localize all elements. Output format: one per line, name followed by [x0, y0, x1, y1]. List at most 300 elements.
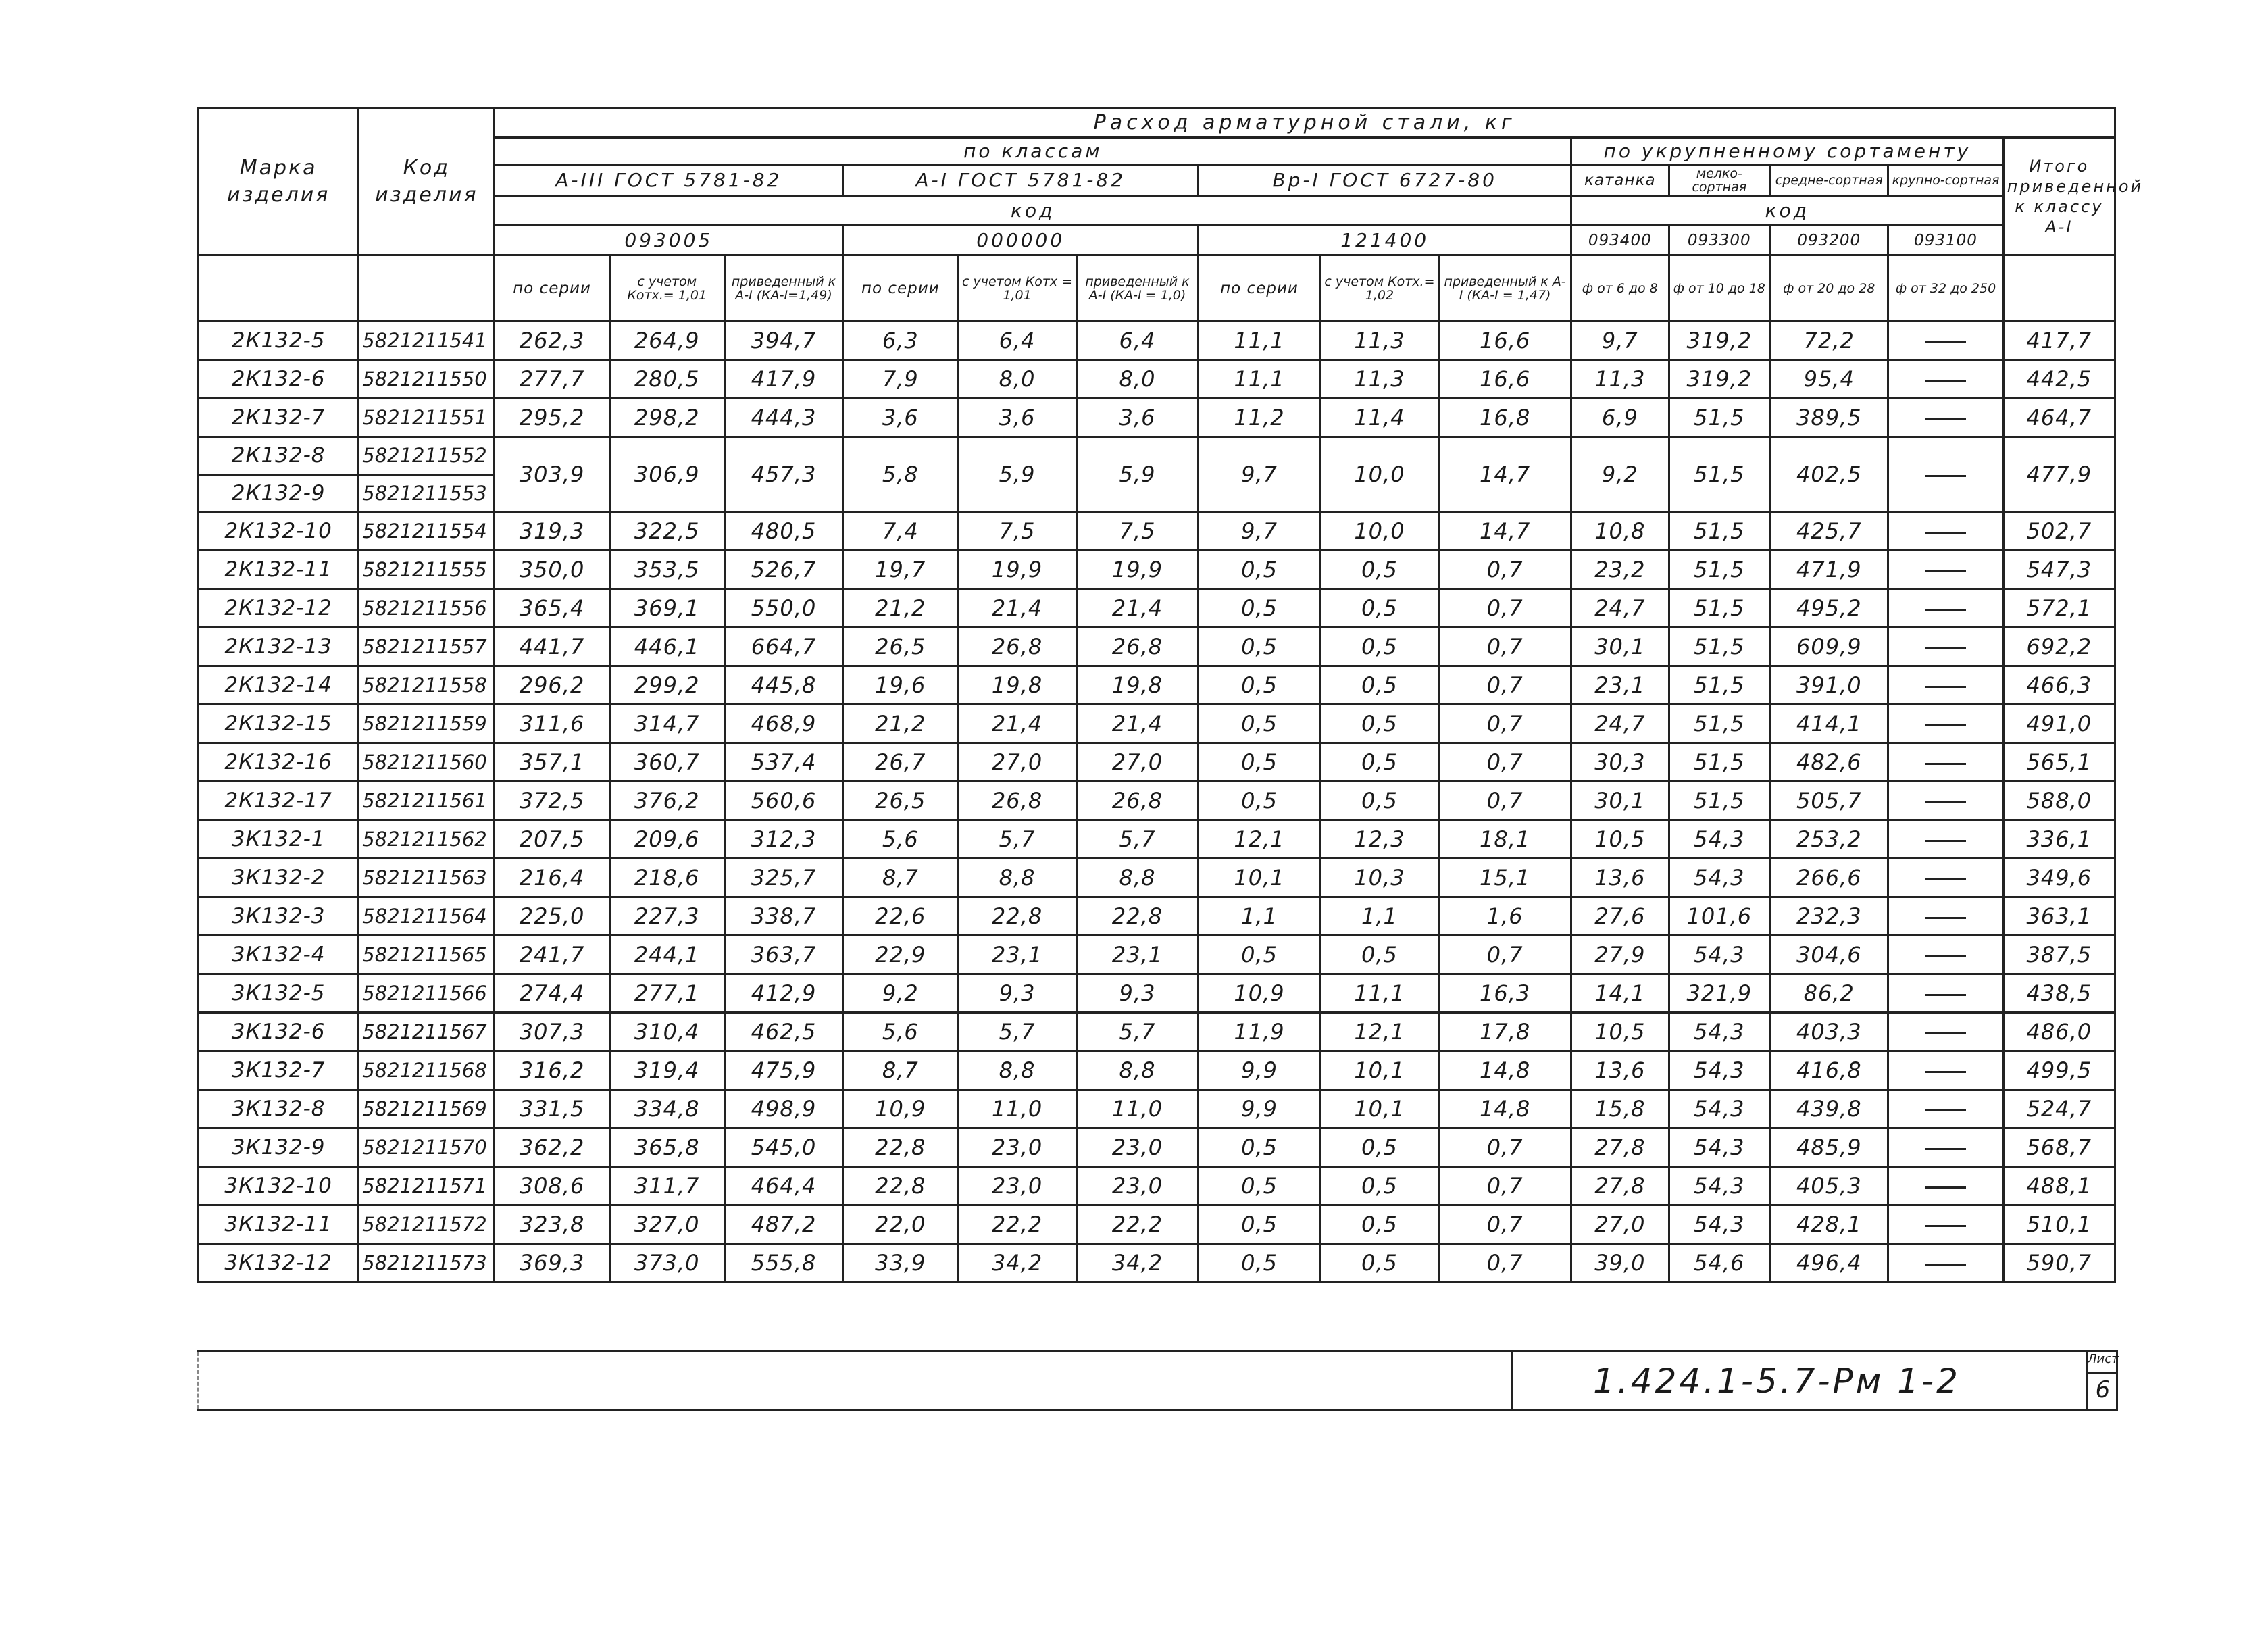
dash-mark: [1925, 1225, 1966, 1227]
dash-mark: [1925, 341, 1966, 343]
dash-mark: [1925, 994, 1966, 996]
value-cell-a1p: 26,8: [1076, 628, 1199, 666]
dash-mark: [1925, 1148, 1966, 1150]
value-cell-a1k: 21,4: [958, 589, 1076, 628]
value-cell-mel: 51,5: [1669, 628, 1770, 666]
value-cell-a1k: 9,3: [958, 974, 1076, 1013]
value-cell-mel: 51,5: [1669, 589, 1770, 628]
value-cell-a1p: 5,7: [1076, 1013, 1199, 1051]
value-cell-sre: 391,0: [1770, 666, 1888, 705]
value-cell-vrp: 0,7: [1439, 628, 1571, 666]
mark-cell: 2К132-10: [199, 512, 359, 551]
value-cell-kat: 9,7: [1571, 322, 1669, 360]
table-row: [199, 399, 2115, 437]
total-cell: 568,7: [2003, 1128, 2115, 1167]
value-cell-vrs: 9,7: [1199, 512, 1321, 551]
by-assortment-header: по укрупненному сортаменту: [1571, 138, 2004, 165]
value-cell-a3s: 216,4: [495, 859, 609, 897]
value-cell-vrk: 0,5: [1320, 1128, 1438, 1167]
value-cell-a1k: 8,8: [958, 1051, 1076, 1090]
value-cell-a1p: 5,9: [1076, 437, 1199, 512]
table-row: [199, 666, 2115, 705]
value-cell-sre: 266,6: [1770, 859, 1888, 897]
table-row: [199, 1090, 2115, 1128]
value-cell-a3k: 244,1: [609, 936, 724, 974]
value-cell-a3p: 462,5: [724, 1013, 842, 1051]
katanka-header: катанка: [1571, 165, 1669, 196]
value-cell-a1p: 8,8: [1076, 1051, 1199, 1090]
value-cell-vrk: 0,5: [1320, 1167, 1438, 1205]
value-cell-vrs: 11,2: [1199, 399, 1321, 437]
value-cell-a3p: 412,9: [724, 974, 842, 1013]
mark-cell: 3К132-3: [199, 897, 359, 936]
value-cell-a3p: 498,9: [724, 1090, 842, 1128]
value-cell-sre: 471,9: [1770, 551, 1888, 589]
class-vr1-header: Вр-I ГОСТ 6727-80: [1199, 165, 1571, 196]
value-cell-a1p: 8,0: [1076, 360, 1199, 399]
value-cell-kat: 15,8: [1571, 1090, 1669, 1128]
value-cell-vrs: 9,9: [1199, 1090, 1321, 1128]
value-cell-vrp: 15,1: [1439, 859, 1571, 897]
value-cell-vrk: 12,1: [1320, 1013, 1438, 1051]
value-cell-vrk: 0,5: [1320, 589, 1438, 628]
value-cell-a1k: 19,9: [958, 551, 1076, 589]
value-cell-a3p: 475,9: [724, 1051, 842, 1090]
value-cell-a1s: 8,7: [843, 1051, 958, 1090]
sheet-label: Лист: [2088, 1352, 2118, 1374]
mark-cell: 3К132-12: [199, 1244, 359, 1282]
value-cell-vrs: 0,5: [1199, 1244, 1321, 1282]
krupno-cell: [1888, 1128, 2003, 1167]
value-cell-mel: 51,5: [1669, 551, 1770, 589]
value-cell-mel: 54,3: [1669, 1167, 1770, 1205]
value-cell-a3p: 537,4: [724, 743, 842, 782]
value-cell-kat: 27,8: [1571, 1128, 1669, 1167]
value-cell-sre: 425,7: [1770, 512, 1888, 551]
value-cell-a1p: 6,4: [1076, 322, 1199, 360]
code-093100: 093100: [1888, 226, 2003, 255]
value-cell-a1k: 22,2: [958, 1205, 1076, 1244]
value-cell-a1s: 21,2: [843, 705, 958, 743]
value-cell-vrk: 0,5: [1320, 1205, 1438, 1244]
krupno-cell: [1888, 628, 2003, 666]
value-cell-a3k: 280,5: [609, 360, 724, 399]
vr-po-serii: по серии: [1199, 255, 1321, 322]
value-cell-a1p: 5,7: [1076, 820, 1199, 859]
value-cell-kat: 27,6: [1571, 897, 1669, 936]
value-cell-sre: 485,9: [1770, 1128, 1888, 1167]
total-cell: 510,1: [2003, 1205, 2115, 1244]
value-cell-a1k: 22,8: [958, 897, 1076, 936]
value-cell-sre: 389,5: [1770, 399, 1888, 437]
value-cell-vrs: 11,1: [1199, 322, 1321, 360]
value-cell-mel: 54,3: [1669, 1128, 1770, 1167]
value-cell-a1s: 7,9: [843, 360, 958, 399]
krupno-cell: [1888, 1167, 2003, 1205]
value-cell-a1s: 22,6: [843, 897, 958, 936]
value-cell-mel: 319,2: [1669, 360, 1770, 399]
value-cell-mel: 51,5: [1669, 782, 1770, 820]
value-cell-sre: 428,1: [1770, 1205, 1888, 1244]
total-cell: 466,3: [2003, 666, 2115, 705]
code-cell: [359, 437, 495, 512]
value-cell-a1p: 26,8: [1076, 782, 1199, 820]
total-cell: 363,1: [2003, 897, 2115, 936]
value-cell-a1p: 8,8: [1076, 859, 1199, 897]
diam-20-28: ф от 20 до 28: [1770, 255, 1888, 322]
code-cell: 5821211568: [359, 1051, 495, 1090]
value-cell-a1k: 5,9: [958, 437, 1076, 512]
value-cell-a1p: 21,4: [1076, 705, 1199, 743]
value-cell-vrk: 10,3: [1320, 859, 1438, 897]
value-cell-vrp: 14,7: [1439, 437, 1571, 512]
total-cell: 477,9: [2003, 437, 2115, 512]
value-cell-a3p: 468,9: [724, 705, 842, 743]
sheet-number: 6: [2095, 1376, 2111, 1403]
value-cell-vrp: 18,1: [1439, 820, 1571, 859]
value-cell-vrs: 0,5: [1199, 589, 1321, 628]
value-cell-a3k: 298,2: [609, 399, 724, 437]
value-cell-vrs: 10,1: [1199, 859, 1321, 897]
value-cell-mel: 51,5: [1669, 743, 1770, 782]
mark-cell: 3К132-8: [199, 1090, 359, 1128]
value-cell-a1p: 11,0: [1076, 1090, 1199, 1128]
total-cell: 692,2: [2003, 628, 2115, 666]
title-block: [197, 1350, 2118, 1411]
code-093005: 093005: [495, 226, 843, 255]
value-cell-vrp: 14,7: [1439, 512, 1571, 551]
value-cell-vrs: 0,5: [1199, 666, 1321, 705]
code-cell: 5821211573: [359, 1244, 495, 1282]
value-cell-a3k: 322,5: [609, 512, 724, 551]
value-cell-kat: 10,5: [1571, 820, 1669, 859]
value-cell-a3s: 369,3: [495, 1244, 609, 1282]
krupno-cell: [1888, 1090, 2003, 1128]
dash-mark: [1925, 532, 1966, 534]
value-cell-a1p: 23,0: [1076, 1167, 1199, 1205]
code-cell: 5821211566: [359, 974, 495, 1013]
value-cell-a1p: 22,2: [1076, 1205, 1199, 1244]
dash-mark: [1925, 1071, 1966, 1073]
value-cell-a1k: 19,8: [958, 666, 1076, 705]
value-cell-sre: 95,4: [1770, 360, 1888, 399]
value-cell-kat: 6,9: [1571, 399, 1669, 437]
mark-cell: 3К132-4: [199, 936, 359, 974]
value-cell-a1k: 23,1: [958, 936, 1076, 974]
value-cell-a3k: 327,0: [609, 1205, 724, 1244]
value-cell-kat: 24,7: [1571, 705, 1669, 743]
value-cell-sre: 416,8: [1770, 1051, 1888, 1090]
a1-po-serii: по серии: [843, 255, 958, 322]
krupno-cell: [1888, 705, 2003, 743]
value-cell-vrp: 16,6: [1439, 322, 1571, 360]
total-cell: 464,7: [2003, 399, 2115, 437]
value-cell-vrp: 16,8: [1439, 399, 1571, 437]
value-cell-a3s: 262,3: [495, 322, 609, 360]
value-cell-vrp: 0,7: [1439, 705, 1571, 743]
sredne-header: средне-сортная: [1770, 165, 1888, 196]
value-cell-a1s: 19,6: [843, 666, 958, 705]
value-cell-kat: 30,1: [1571, 782, 1669, 820]
value-cell-a1s: 5,8: [843, 437, 958, 512]
value-cell-a1s: 5,6: [843, 820, 958, 859]
dash-mark: [1925, 840, 1966, 842]
value-cell-a1k: 34,2: [958, 1244, 1076, 1282]
value-cell-a3k: 319,4: [609, 1051, 724, 1090]
table-row: [199, 1167, 2115, 1205]
value-cell-kat: 24,7: [1571, 589, 1669, 628]
value-cell-vrk: 0,5: [1320, 705, 1438, 743]
value-cell-vrk: 11,3: [1320, 322, 1438, 360]
code-093400: 093400: [1571, 226, 1669, 255]
mark-cell: 2К132-17: [199, 782, 359, 820]
value-cell-a3p: 445,8: [724, 666, 842, 705]
value-cell-a3s: 303,9: [495, 437, 609, 512]
value-cell-a1s: 22,0: [843, 1205, 958, 1244]
value-cell-vrp: 0,7: [1439, 666, 1571, 705]
value-cell-kat: 10,8: [1571, 512, 1669, 551]
value-cell-vrk: 0,5: [1320, 782, 1438, 820]
value-cell-vrs: 12,1: [1199, 820, 1321, 859]
value-cell-sre: 304,6: [1770, 936, 1888, 974]
code-093300: 093300: [1669, 226, 1770, 255]
table-row: [199, 1013, 2115, 1051]
value-cell-a3k: 277,1: [609, 974, 724, 1013]
value-cell-mel: 51,5: [1669, 399, 1770, 437]
mark-cell: 2К132-15: [199, 705, 359, 743]
value-cell-a3k: 310,4: [609, 1013, 724, 1051]
value-cell-vrs: 0,5: [1199, 1167, 1321, 1205]
value-cell-a3s: 295,2: [495, 399, 609, 437]
value-cell-a3p: 550,0: [724, 589, 842, 628]
code-cell: 5821211554: [359, 512, 495, 551]
value-cell-a1p: 27,0: [1076, 743, 1199, 782]
value-cell-a1s: 22,8: [843, 1167, 958, 1205]
value-cell-mel: 321,9: [1669, 974, 1770, 1013]
total-cell: 349,6: [2003, 859, 2115, 897]
value-cell-a1s: 6,3: [843, 322, 958, 360]
total-cell: 565,1: [2003, 743, 2115, 782]
class-a1-header: А-I ГОСТ 5781-82: [843, 165, 1199, 196]
code-cell: 5821211557: [359, 628, 495, 666]
value-cell-vrk: 10,0: [1320, 512, 1438, 551]
document-designation: 1.424.1-5.7-Рм 1-2: [1511, 1352, 2040, 1409]
dash-mark: [1925, 763, 1966, 765]
reinforcement-table: [197, 107, 2144, 1283]
value-cell-sre: 405,3: [1770, 1167, 1888, 1205]
a1-s-uchetom: с учетом Котх = 1,01: [958, 255, 1076, 322]
mark-cell: 2К132-16: [199, 743, 359, 782]
value-cell-a3k: 334,8: [609, 1090, 724, 1128]
value-cell-a3k: 311,7: [609, 1167, 724, 1205]
value-cell-a1k: 27,0: [958, 743, 1076, 782]
by-class-header: по классам: [495, 138, 1571, 165]
value-cell-a1s: 22,8: [843, 1128, 958, 1167]
total-cell: 499,5: [2003, 1051, 2115, 1090]
value-cell-a3k: 353,5: [609, 551, 724, 589]
kod-left-header: код: [495, 196, 1571, 226]
value-cell-mel: 51,5: [1669, 705, 1770, 743]
dash-mark: [1925, 1186, 1966, 1189]
a3-privedenny: приведенный к А-I (КА-I=1,49): [724, 255, 842, 322]
mark-cell: 3К132-9: [199, 1128, 359, 1167]
value-cell-kat: 13,6: [1571, 1051, 1669, 1090]
code-cell: 5821211559: [359, 705, 495, 743]
value-cell-vrk: 11,3: [1320, 360, 1438, 399]
table-row: [199, 782, 2115, 820]
mark-cell: 3К132-1: [199, 820, 359, 859]
value-cell-a3k: 209,6: [609, 820, 724, 859]
value-cell-a1k: 21,4: [958, 705, 1076, 743]
dash-mark: [1925, 1264, 1966, 1266]
code-cell: 5821211572: [359, 1205, 495, 1244]
value-cell-sre: 609,9: [1770, 628, 1888, 666]
krupno-cell: [1888, 437, 2003, 512]
value-cell-mel: 54,3: [1669, 820, 1770, 859]
value-cell-vrs: 0,5: [1199, 1205, 1321, 1244]
value-cell-a3s: 274,4: [495, 974, 609, 1013]
value-cell-a3p: 555,8: [724, 1244, 842, 1282]
value-cell-vrs: 11,1: [1199, 360, 1321, 399]
value-cell-a3s: 307,3: [495, 1013, 609, 1051]
value-cell-a1p: 34,2: [1076, 1244, 1199, 1282]
table-row: [199, 897, 2115, 936]
value-cell-vrk: 11,4: [1320, 399, 1438, 437]
table-row: [199, 1205, 2115, 1244]
value-cell-a1p: 9,3: [1076, 974, 1199, 1013]
krupno-cell: [1888, 360, 2003, 399]
value-cell-mel: 54,3: [1669, 1013, 1770, 1051]
value-cell-a1s: 8,7: [843, 859, 958, 897]
value-cell-kat: 30,1: [1571, 628, 1669, 666]
dash-mark: [1925, 475, 1966, 477]
a3-s-uchetom: с учетом Котх.= 1,01: [609, 255, 724, 322]
value-cell-vrs: 1,1: [1199, 897, 1321, 936]
table-body: [199, 322, 2115, 1282]
kod-right-header: код: [1571, 196, 2004, 226]
krupno-cell: [1888, 1244, 2003, 1282]
value-cell-a1s: 26,5: [843, 628, 958, 666]
value-cell-a3p: 417,9: [724, 360, 842, 399]
value-cell-vrk: 1,1: [1320, 897, 1438, 936]
value-cell-a3k: 299,2: [609, 666, 724, 705]
value-cell-a3s: 311,6: [495, 705, 609, 743]
krupno-cell: [1888, 936, 2003, 974]
value-cell-vrk: 0,5: [1320, 628, 1438, 666]
table-row: [199, 743, 2115, 782]
value-cell-vrp: 14,8: [1439, 1051, 1571, 1090]
total-cell: 336,1: [2003, 820, 2115, 859]
value-cell-vrk: 10,1: [1320, 1051, 1438, 1090]
code-cell: 5821211550: [359, 360, 495, 399]
table-row: [199, 551, 2115, 589]
drawing-sheet: [197, 107, 2144, 1407]
value-cell-a3p: 444,3: [724, 399, 842, 437]
value-cell-a1s: 26,7: [843, 743, 958, 782]
value-cell-a1s: 19,7: [843, 551, 958, 589]
value-cell-sre: 402,5: [1770, 437, 1888, 512]
mark-value: 2К132-8: [231, 443, 326, 468]
value-cell-sre: 253,2: [1770, 820, 1888, 859]
code-cell: 5821211541: [359, 322, 495, 360]
value-cell-sre: 72,2: [1770, 322, 1888, 360]
dash-mark: [1925, 1109, 1966, 1111]
value-cell-a3k: 314,7: [609, 705, 724, 743]
code-000000: 000000: [843, 226, 1199, 255]
value-cell-a1p: 3,6: [1076, 399, 1199, 437]
a1-privedenny: приведенный к А-I (КА-I = 1,0): [1076, 255, 1199, 322]
code-093200: 093200: [1770, 226, 1888, 255]
value-cell-vrp: 1,6: [1439, 897, 1571, 936]
value-cell-a3s: 241,7: [495, 936, 609, 974]
value-cell-a3k: 369,1: [609, 589, 724, 628]
a3-po-serii: по серии: [495, 255, 609, 322]
value-cell-vrp: 0,7: [1439, 782, 1571, 820]
value-cell-a3k: 373,0: [609, 1244, 724, 1282]
table-row: [199, 1128, 2115, 1167]
value-cell-vrs: 0,5: [1199, 551, 1321, 589]
value-cell-mel: 54,3: [1669, 1205, 1770, 1244]
value-cell-sre: 505,7: [1770, 782, 1888, 820]
value-cell-vrs: 9,7: [1199, 437, 1321, 512]
value-cell-vrk: 10,0: [1320, 437, 1438, 512]
table-row: [199, 936, 2115, 974]
col-mark-header: Марка изделия: [199, 108, 359, 255]
value-cell-vrs: 10,9: [1199, 974, 1321, 1013]
total-cell: 438,5: [2003, 974, 2115, 1013]
dash-mark: [1925, 955, 1966, 957]
code-cell: 5821211551: [359, 399, 495, 437]
dash-mark: [1925, 724, 1966, 726]
value-cell-mel: 319,2: [1669, 322, 1770, 360]
value-cell-a1k: 26,8: [958, 628, 1076, 666]
dash-mark: [1925, 801, 1966, 803]
value-cell-a3s: 441,7: [495, 628, 609, 666]
mark-cell: 2К132-14: [199, 666, 359, 705]
value-cell-a3p: 363,7: [724, 936, 842, 974]
value-cell-vrs: 0,5: [1199, 743, 1321, 782]
value-cell-a1p: 21,4: [1076, 589, 1199, 628]
value-cell-a1s: 10,9: [843, 1090, 958, 1128]
value-cell-a3k: 264,9: [609, 322, 724, 360]
col-code-header: Код изделия: [359, 108, 495, 255]
value-cell-kat: 27,9: [1571, 936, 1669, 974]
value-cell-vrp: 17,8: [1439, 1013, 1571, 1051]
value-cell-vrp: 0,7: [1439, 589, 1571, 628]
value-cell-vrp: 14,8: [1439, 1090, 1571, 1128]
value-cell-a1p: 7,5: [1076, 512, 1199, 551]
value-cell-a1s: 22,9: [843, 936, 958, 974]
total-header: Итого приведенной к классу А-I: [2003, 138, 2115, 255]
table-row: [199, 859, 2115, 897]
value-cell-a3s: 225,0: [495, 897, 609, 936]
value-cell-a3s: 357,1: [495, 743, 609, 782]
dash-mark: [1925, 647, 1966, 649]
total-cell: 387,5: [2003, 936, 2115, 974]
value-cell-sre: 86,2: [1770, 974, 1888, 1013]
value-cell-vrk: 10,1: [1320, 1090, 1438, 1128]
value-cell-a1k: 6,4: [958, 322, 1076, 360]
sheet-number-box: [2086, 1352, 2118, 1409]
code-cell: 5821211563: [359, 859, 495, 897]
value-cell-mel: 54,3: [1669, 1051, 1770, 1090]
value-cell-a3k: 446,1: [609, 628, 724, 666]
value-cell-a1s: 9,2: [843, 974, 958, 1013]
total-cell: 491,0: [2003, 705, 2115, 743]
value-cell-a1k: 7,5: [958, 512, 1076, 551]
table-row: [199, 360, 2115, 399]
value-cell-a3k: 306,9: [609, 437, 724, 512]
